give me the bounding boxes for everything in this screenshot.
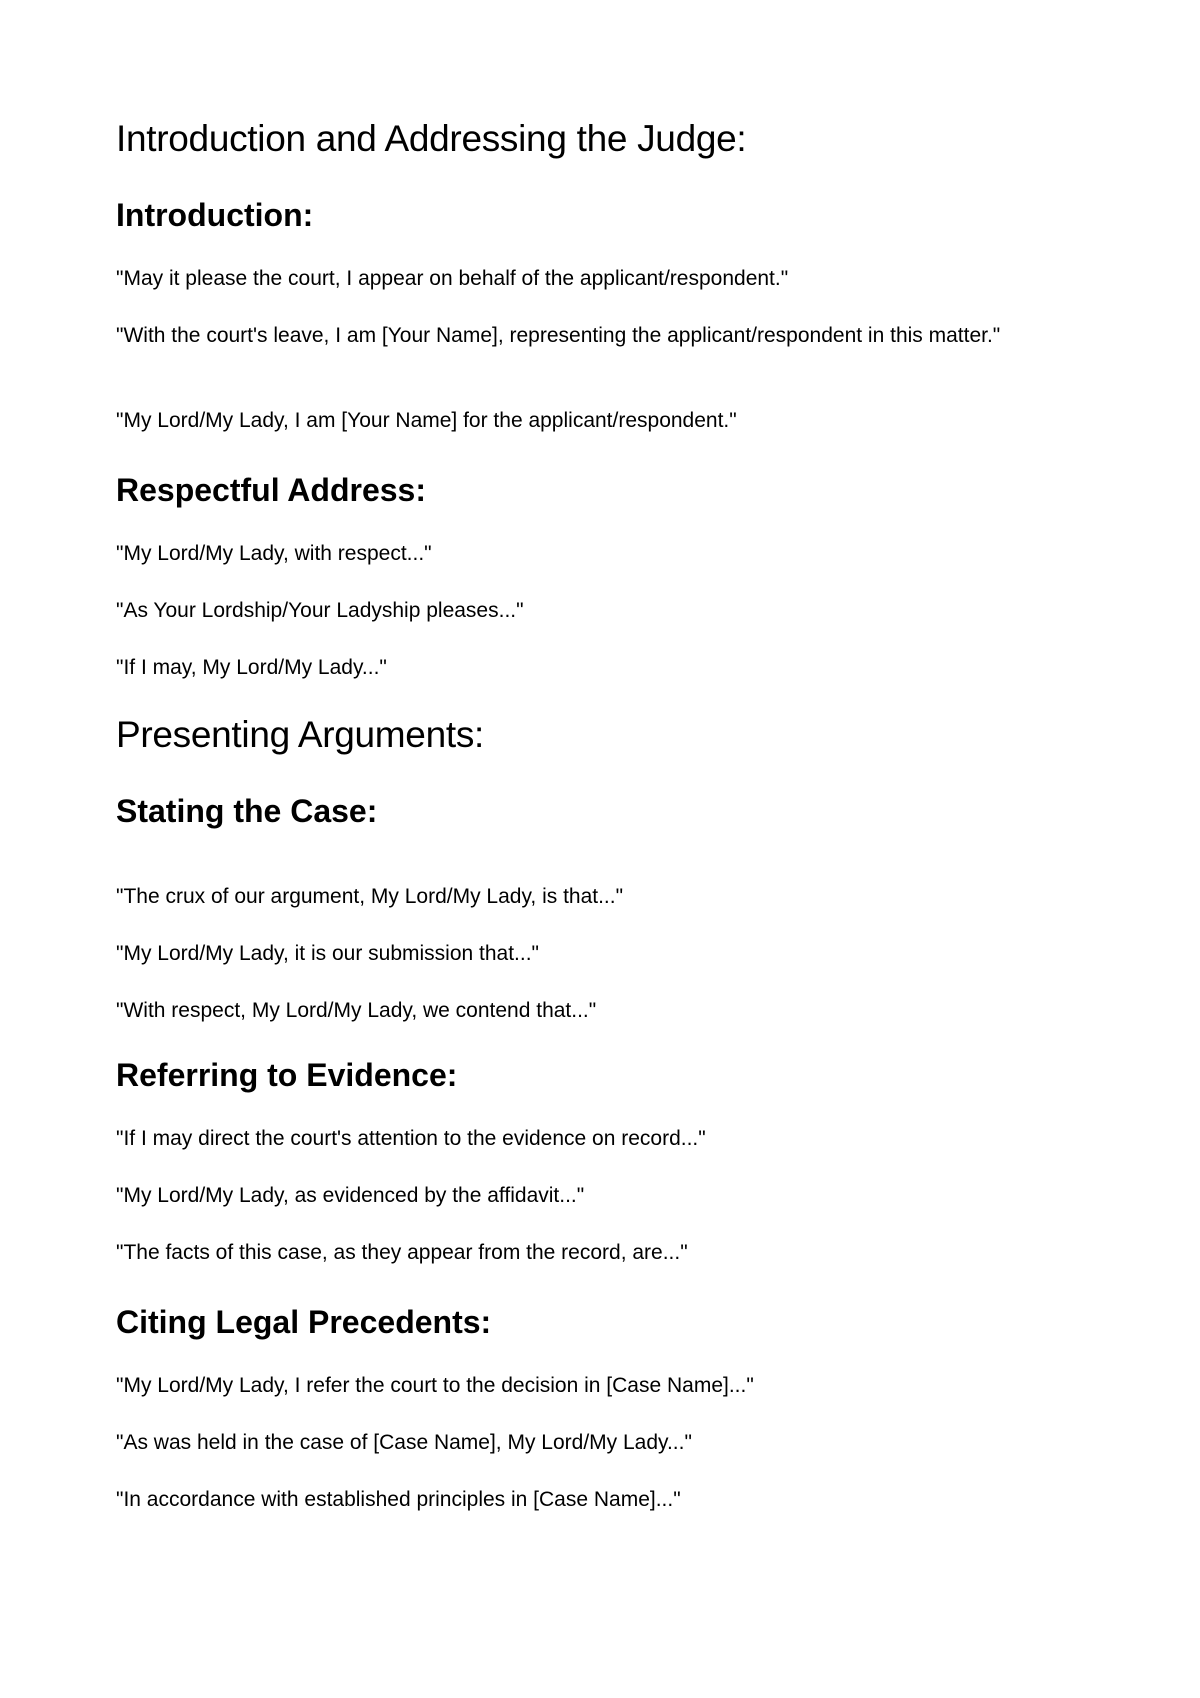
- quote-line: "As was held in the case of [Case Name], My Lord/My Lady...": [116, 1431, 692, 1454]
- subsection-heading-respectful-address: Respectful Address:: [116, 472, 426, 508]
- quote-line: "With the court's leave, I am [Your Name], representing the applicant/respondent in this matter.": [116, 324, 1001, 347]
- quote-line: "If I may direct the court's attention to the evidence on record...": [116, 1127, 706, 1150]
- quote-line: "In accordance with established principles in [Case Name]...": [116, 1488, 681, 1511]
- quote-line: "My Lord/My Lady, it is our submission that...": [116, 942, 540, 965]
- quote-line: "My Lord/My Lady, I am [Your Name] for the applicant/respondent.": [116, 409, 737, 432]
- quote-line: "With respect, My Lord/My Lady, we contend that...": [116, 999, 597, 1022]
- quote-line: "As Your Lordship/Your Ladyship pleases...": [116, 599, 524, 622]
- quote-line: "The crux of our argument, My Lord/My Lady, is that...": [116, 885, 624, 908]
- subsection-heading-citing-legal-precedents: Citing Legal Precedents:: [116, 1304, 492, 1340]
- subsection-heading-stating-the-case: Stating the Case:: [116, 793, 378, 829]
- quote-line: "May it please the court, I appear on behalf of the applicant/respondent.": [116, 267, 789, 290]
- section-heading-presenting-arguments: Presenting Arguments:: [116, 714, 485, 755]
- quote-line: "The facts of this case, as they appear from the record, are...": [116, 1241, 688, 1264]
- section-heading-introduction-and-addressing: Introduction and Addressing the Judge:: [116, 118, 747, 159]
- subsection-heading-introduction: Introduction:: [116, 197, 314, 233]
- subsection-heading-referring-to-evidence: Referring to Evidence:: [116, 1057, 458, 1093]
- quote-line: "My Lord/My Lady, I refer the court to the decision in [Case Name]...": [116, 1374, 754, 1397]
- quote-line: "My Lord/My Lady, as evidenced by the affidavit...": [116, 1184, 585, 1207]
- quote-line: "If I may, My Lord/My Lady...": [116, 656, 387, 679]
- quote-line: "My Lord/My Lady, with respect...": [116, 542, 432, 565]
